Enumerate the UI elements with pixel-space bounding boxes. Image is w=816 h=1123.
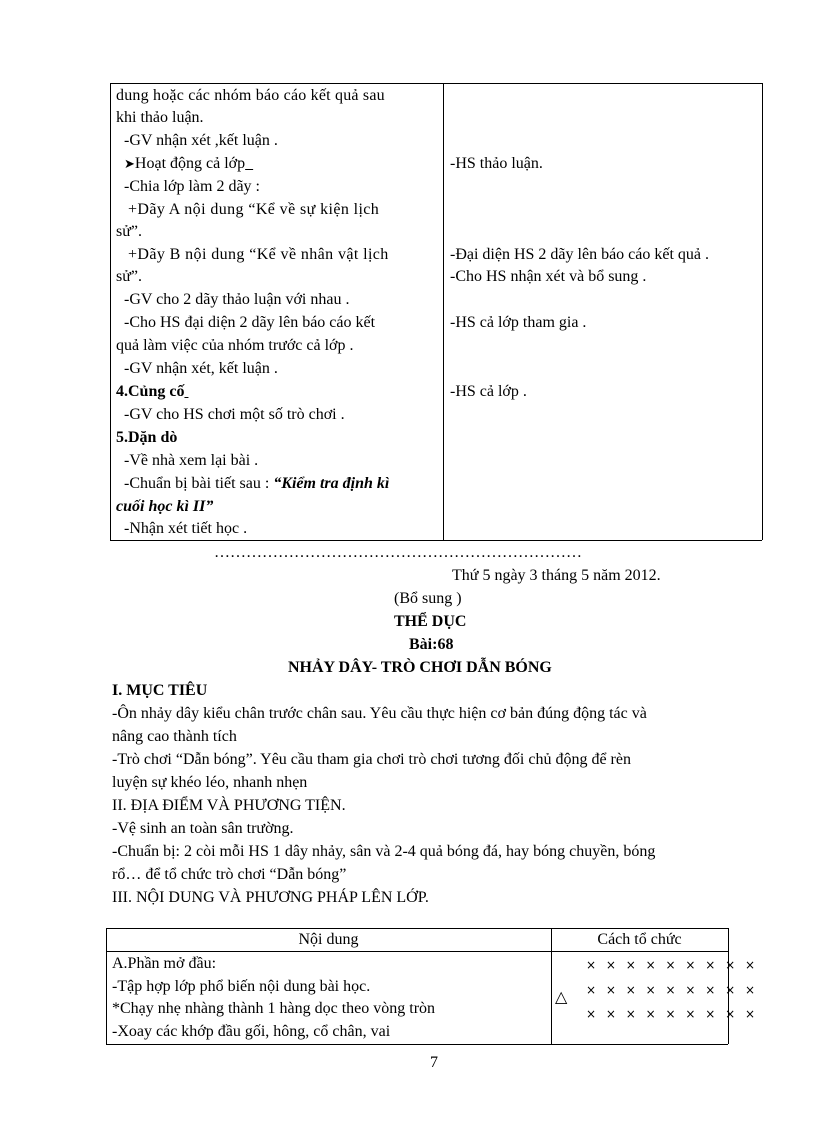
- text-line: nâng cao thành tích: [112, 728, 237, 745]
- text-line: -Vệ sinh an toàn sân trường.: [112, 820, 294, 837]
- formation-row: × × × × × × × × ×: [586, 958, 759, 972]
- text-line: -Đại diện HS 2 dãy lên báo cáo kết quả .: [450, 246, 710, 263]
- text-line: -GV cho HS chơi một số trò chơi .: [124, 406, 345, 423]
- section-heading-homework: 5.Dặn dò: [116, 429, 178, 446]
- text-line: -HS thảo luận.: [450, 155, 543, 172]
- text-line: -GV nhận xét, kết luận .: [124, 360, 278, 377]
- text-line: -GV cho 2 dãy thảo luận với nhau .: [124, 291, 350, 308]
- text-line: khi thảo luận.: [116, 109, 204, 126]
- text-line: quả làm việc của nhóm trước cả lớp .: [116, 337, 354, 354]
- text-line: -HS cả lớp tham gia .: [450, 314, 587, 331]
- table-row: -Tập hợp lớp phổ biến nội dung bài học.: [112, 978, 371, 995]
- formation-row: × × × × × × × × ×: [586, 1007, 759, 1021]
- text-line: sử”.: [116, 268, 142, 285]
- lesson-title: NHẢY DÂY- TRÒ CHƠI DẪN BÓNG: [288, 659, 552, 676]
- text-line: -Chuẩn bị: 2 còi mỗi HS 1 dây nhảy, sân và 2-4 quả bóng đá, hay bóng chuyền, bóng: [112, 843, 656, 860]
- arrow-bullet-icon: ➤: [124, 157, 135, 172]
- text-line: -Ôn nhảy dây kiểu chân trước chân sau. Yêu cầu thực hiện cơ bản đúng động tác và: [112, 705, 647, 722]
- text-line: luyện sự khéo léo, nhanh nhẹn: [112, 774, 308, 791]
- text-line: cuối học kì II”: [116, 498, 214, 515]
- text-line: -Nhận xét tiết học .: [124, 520, 248, 537]
- supplement-note: (Bổ sung ): [394, 590, 462, 607]
- section-heading-consolidation: 4.Củng cố: [116, 383, 185, 400]
- lesson-number: Bài:68: [409, 636, 454, 653]
- text-line: sử”.: [116, 223, 142, 240]
- text-line: dung hoặc các nhóm báo cáo kết quả sau: [116, 87, 385, 104]
- table-header-organization: Cách tổ chức: [597, 931, 682, 948]
- text-line: -HS cả lớp .: [450, 383, 527, 400]
- section-3-title: III. NỘI DUNG VÀ PHƯƠNG PHÁP LÊN LỚP.: [112, 889, 429, 906]
- formation-row: × × × × × × × × ×: [586, 983, 759, 997]
- table-row: *Chạy nhẹ nhàng thành 1 hàng dọc theo vòng tròn: [112, 1000, 436, 1017]
- table-row: -Xoay các khớp đầu gối, hông, cổ chân, vai: [112, 1023, 391, 1040]
- teacher-triangle-icon: △: [555, 987, 568, 1006]
- date-line: Thứ 5 ngày 3 tháng 5 năm 2012.: [452, 567, 661, 584]
- section-1-title: I. MỤC TIÊU: [112, 682, 208, 699]
- text-line: +Dãy A nội dung “Kể về sự kiện lịch: [128, 201, 380, 218]
- text-line: -GV nhận xét ,kết luận .: [124, 132, 278, 149]
- text-line: -Cho HS nhận xét và bổ sung .: [450, 268, 647, 285]
- text-line: -Về nhà xem lại bài .: [124, 452, 259, 469]
- activity-heading: ➤Hoạt động cả lớp: [124, 155, 246, 172]
- page-number: 7: [430, 1054, 438, 1071]
- table-row: A.Phần mở đầu:: [112, 955, 217, 972]
- table-header-content: Nội dung: [298, 931, 359, 948]
- text-line: -Chia lớp làm 2 dãy :: [124, 178, 260, 195]
- text-line: rổ… để tổ chức trò chơi “Dẫn bóng”: [112, 866, 347, 883]
- section-2-title: II. ĐỊA ĐIỂM VÀ PHƯƠNG TIỆN.: [112, 797, 346, 814]
- text-line: -Chuẩn bị bài tiết sau : “Kiểm tra định kì: [124, 475, 390, 492]
- dotted-separator: ……………………………………………………………: [214, 544, 582, 561]
- text-line: -Trò chơi “Dẫn bóng”. Yêu cầu tham gia chơi trò chơi tương đối chủ động để rèn: [112, 751, 631, 768]
- text-line: -Cho HS đại diện 2 dãy lên báo cáo kết: [124, 314, 376, 331]
- text-line: +Dãy B nội dung “Kể về nhân vật lịch: [128, 246, 389, 263]
- subject-title: THỂ DỤC: [394, 613, 467, 630]
